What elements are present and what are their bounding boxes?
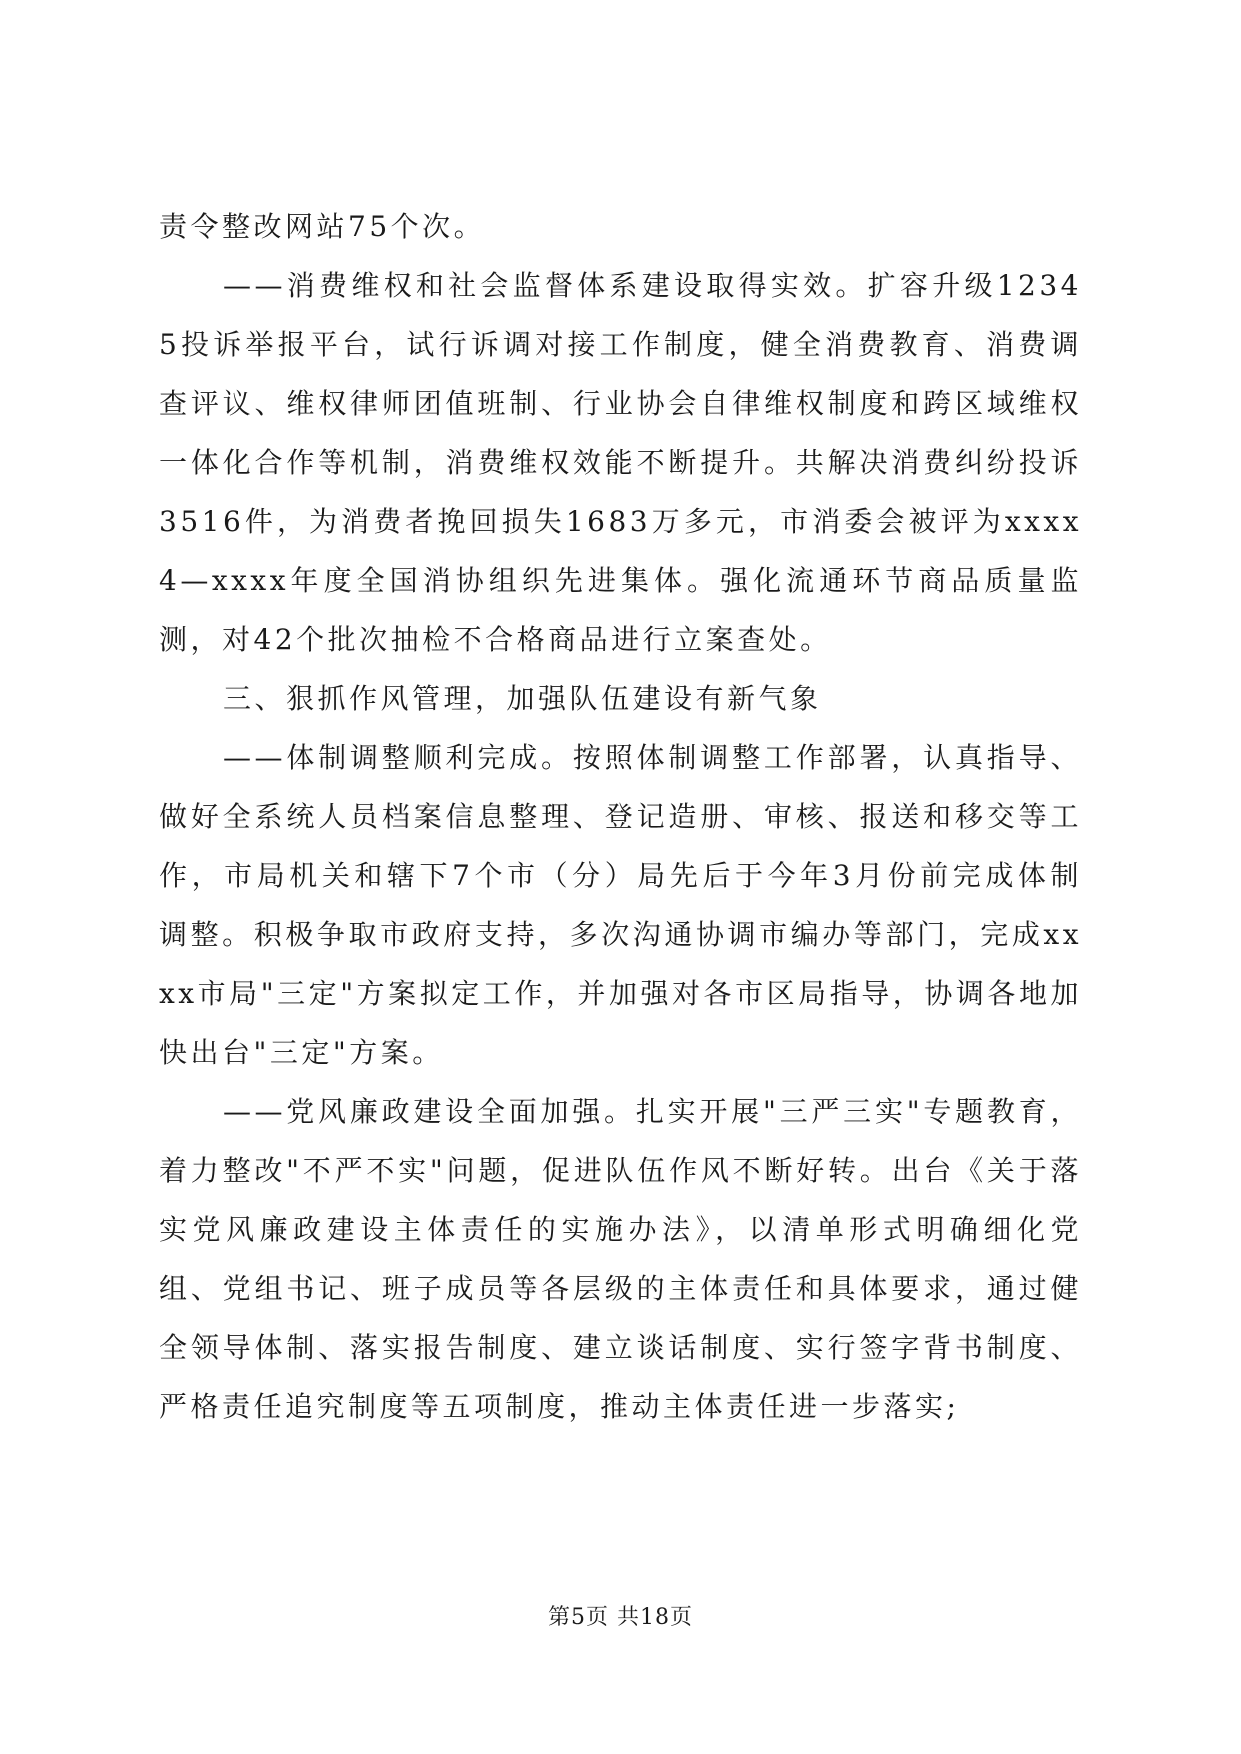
paragraph-consumer-rights: ——消费维权和社会监督体系建设取得实效。扩容升级12345投诉举报平台，试行诉调对接工作制度，健全消费教育、消费调查评议、维权律师团值班制、行业协会自律维权制度和跨区域维权一体化合作等机制，消费维权效能不断提升。共解决消费纠纷投诉3516件，为消费者挽回损失1683万多元，市消委会被评为xxxx4—xxxx年度全国消协组织先进集体。强化流通环节商品质量监测，对42个批次抽检不合格商品进行立案查处。 [159,269,1082,656]
document-body [159,197,1082,1436]
page-number-footer: 第5页 共18页 [548,1605,693,1630]
paragraph-party-conduct: ——党风廉政建设全面加强。扎实开展"三严三实"专题教育，着力整改"不严不实"问题，促进队伍作风不断好转。出台《关于落实党风廉政建设主体责任的实施办法》，以清单形式明确细化党组、党组书记、班子成员等各层级的主体责任和具体要求，通过健全领导体制、落实报告制度、建立谈话制度、实行签字背书制度、严格责任追究制度等五项制度，推动主体责任进一步落实; [159,1095,1082,1423]
paragraph-system-adjustment: ——体制调整顺利完成。按照体制调整工作部署，认真指导、做好全系统人员档案信息整理、登记造册、审核、报送和移交等工作，市局机关和辖下7个市（分）局先后于今年3月份前完成体制调整。积极争取市政府支持，多次沟通协调市编办等部门，完成xxxx市局"三定"方案拟定工作，并加强对各市区局指导，协调各地加快出台"三定"方案。 [159,741,1082,1069]
paragraph-continuation: 责令整改网站75个次。 [159,210,486,243]
section-heading-three: 三、狠抓作风管理，加强队伍建设有新气象 [223,682,822,715]
